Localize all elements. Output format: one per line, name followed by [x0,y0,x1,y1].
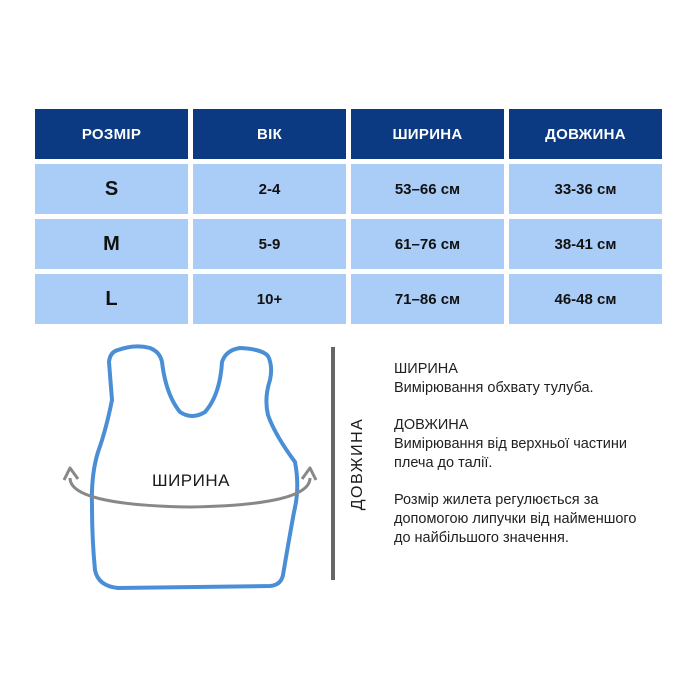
row-l-size: L [35,274,188,324]
row-m-size: M [35,219,188,269]
adjust-note-text: Розмір жилета регулюється за допомогою липучки від найменшого до найбільшого значення. [394,492,637,546]
header-length: ДОВЖИНА [509,109,662,159]
row-m-age: 5-9 [193,219,346,269]
row-s-width: 53–66 см [351,164,504,214]
vest-width-label: ШИРИНА [152,471,230,490]
row-s-age: 2-4 [193,164,346,214]
size-table [35,109,662,324]
vest-outline [92,346,297,588]
width-note-text: Вимірювання обхвату тулуба. [394,380,594,396]
header-age: ВІК [193,109,346,159]
row-s-length: 33-36 см [509,164,662,214]
row-l-length: 46-48 см [509,274,662,324]
row-l-width: 71–86 см [351,274,504,324]
measurement-notes [394,360,654,566]
header-size: РОЗМІР [35,109,188,159]
vest-diagram [0,330,330,600]
width-note [394,360,654,398]
length-note [394,416,654,473]
row-m-width: 61–76 см [351,219,504,269]
width-note-title: ШИРИНА [394,361,458,377]
length-note-title: ДОВЖИНА [394,417,469,433]
row-l-age: 10+ [193,274,346,324]
row-m-length: 38-41 см [509,219,662,269]
length-measure-bar [331,347,335,580]
length-note-text: Вимірювання від верхньої частини плеча до талії. [394,436,627,471]
row-s-size: S [35,164,188,214]
header-width: ШИРИНА [351,109,504,159]
adjust-note [394,491,654,548]
vest-length-label: ДОВЖИНА [349,417,366,511]
